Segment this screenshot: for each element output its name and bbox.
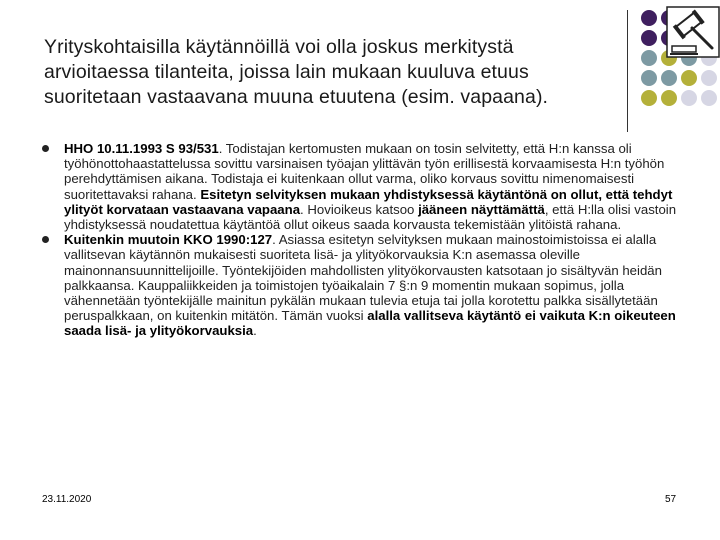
decor-dot [701,90,717,106]
bullet-marker [42,145,49,152]
bullet-item-kko [42,232,682,338]
decor-dot [641,70,657,86]
page-number: 57 [665,494,677,505]
decor-dot [661,70,677,86]
bullet-list [42,141,682,339]
decor-dot [641,30,657,46]
decor-dot [701,70,717,86]
bullet-marker [42,236,49,243]
decor-dot [641,10,657,26]
text: . Hovioikeus katsoo [300,201,419,217]
decor-dot [641,50,657,66]
decor-dot [661,90,677,106]
text: . [253,323,257,339]
gavel-icon [666,6,720,58]
bullet-item-hho [42,141,682,232]
text: . Todistajan kertomusten mukaan on tosin selvitetty, että H:n kanssa oli työhönottohaastattelussa sovittu varsinaisen työajan ylittävän työn erillisestä korvaamisesta H:n työhön perehdyttämisen aikana. Todistaja ei kuitenkaan ollut varma, oliko korvaus sovittu nimenomaisesti suoritettavaksi rahana. [64,141,665,202]
divider-line [627,10,628,132]
text-bold: Esitetyn selvityksen mukaan yhdistyksessä käytäntönä on ollut, että tehdyt ylityöt korvataan vastaavana vapaana [64,186,673,217]
decor-dot [681,70,697,86]
text: , että H:lla olisi vastoin yhdistyksessä noudatettua käytäntöä ollut oikeus saada korvausta tekemistään ylitöistä rahana. [64,201,677,233]
text-bold: jääneen näyttämättä [418,201,545,217]
decor-dot [641,90,657,106]
text-bold: HHO 10.11.1993 S 93/531 [64,141,219,156]
text-bold: Kuitenkin muutoin KKO 1990:127 [64,232,273,248]
text: . Asiassa esitetyn selvityksen mukaan mainostoimistoissa ei alalla vallitsevan käytännön mukaisesti suoriteta lisä- ja ylityökorvauksia K:n asemassa oleville mainonnansuunnittelijoille. Työntekijöiden mahdollisten ylityökorvausten katsotaan jo sisältyvän heidän palkkaansa. Kauppaliikkeiden ja toimistojen työaikalain 7 §:n 9 momentin mukaan sopimus, jolla vähennetään työntekijälle mainitun pykälän mukaan tulevia etuja tai jolla korotettu palkka sisällytetään peruspalkkaan, on kuitenkin mitätön. Tämän vuoksi [64,232,662,324]
decor-dot [681,90,697,106]
footer-date: 23.11.2020 [42,494,92,505]
text-bold: alalla vallitseva käytäntö ei vaikuta K:n oikeuteen saada lisä- ja ylityökorvauksia [64,308,676,339]
slide-title: Yrityskohtaisilla käytännöillä voi olla joskus merkitystä arvioitaessa tilanteita, joissa lain mukaan kuuluva etuus suoritetaan vastaavana muuna etuutena (esim. vapaana). [44,36,549,108]
